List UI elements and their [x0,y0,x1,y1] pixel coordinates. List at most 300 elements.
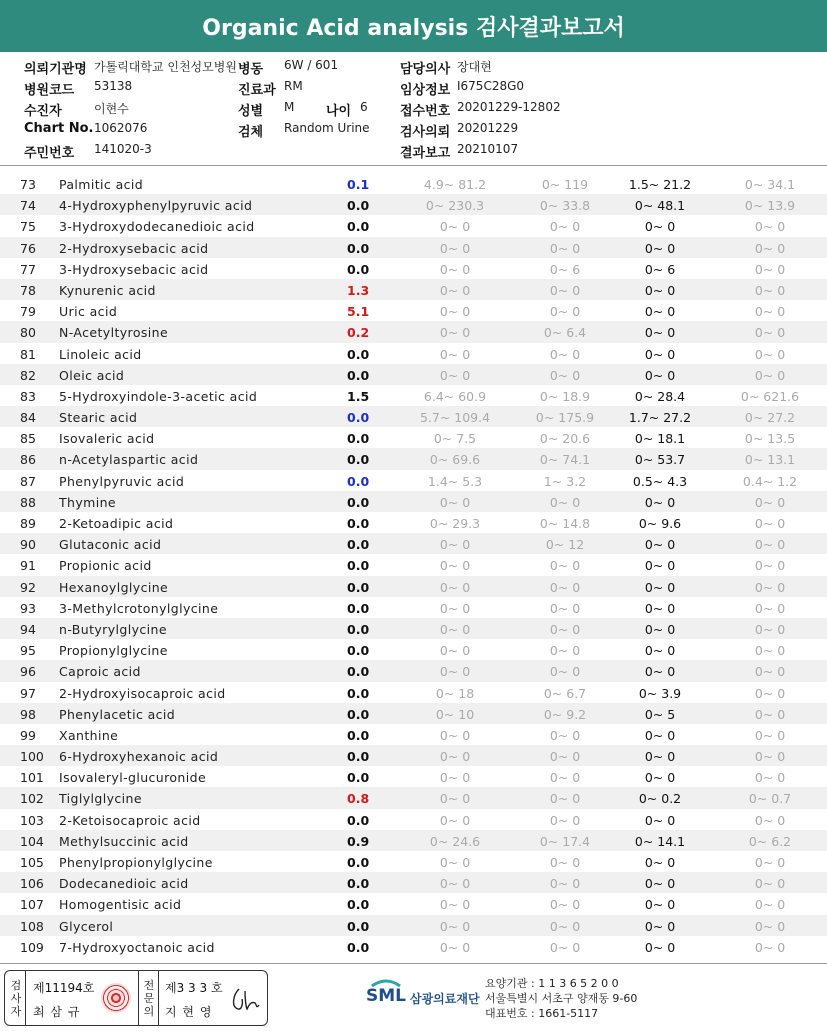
row-number: 85 [20,431,36,447]
compound-name: Phenylpyruvic acid [59,473,185,489]
row-number: 92 [20,579,36,595]
row-number: 83 [20,388,36,404]
row-number: 78 [20,282,36,298]
reference-range-3: 0~ 9.6 [638,516,682,531]
reference-range-2: 0~ 18.9 [539,388,591,404]
row-number: 104 [20,833,44,849]
reference-range-2: 0~ 0 [549,494,581,510]
reference-range-4: 0~ 0 [754,770,786,786]
value-sex: M [284,100,295,114]
table-row [0,660,827,681]
reference-range-3: 0~ 0 [644,325,676,341]
row-number: 90 [20,537,36,553]
result-value: 0.0 [347,685,370,701]
reference-range-4: 0~ 0 [754,516,786,531]
compound-name: 2-Ketoadipic acid [59,516,174,531]
value-resident-no: 141020-3 [94,142,152,156]
reference-range-1: 0~ 230.3 [425,198,485,214]
table-row [0,173,827,194]
reference-range-2: 0~ 119 [541,177,589,192]
results-table [0,173,827,957]
row-number: 76 [20,240,36,256]
reference-range-4: 0~ 0 [754,918,786,934]
table-row [0,766,827,787]
compound-name: n-Butyrylglycine [59,621,167,637]
reference-range-3: 0~ 0 [644,855,676,870]
table-row [0,597,827,618]
table-row [0,194,827,215]
reference-range-4: 0~ 0.7 [748,791,792,807]
reference-range-1: 0~ 0 [439,346,471,362]
row-number: 108 [20,918,44,934]
label-sex: 성별 [238,104,264,119]
reference-range-1: 0~ 0 [439,600,471,616]
label-institution: 의뢰기관명 [24,62,87,77]
table-row [0,703,827,724]
reference-range-3: 0~ 0 [644,579,676,595]
result-value: 0.0 [347,494,370,510]
reference-range-3: 0~ 0 [644,749,676,765]
reference-range-3: 0~ 0 [644,282,676,298]
reference-range-4: 0~ 0 [754,537,786,553]
table-row [0,385,827,406]
result-value: 0.0 [347,939,370,955]
table-row [0,237,827,258]
reference-range-3: 0~ 0 [644,727,676,743]
reference-range-1: 0~ 0 [439,240,471,256]
row-number: 88 [20,494,36,510]
reference-range-4: 0~ 0 [754,749,786,765]
result-value: 0.0 [347,770,370,786]
table-row [0,470,827,491]
result-value: 0.0 [347,537,370,553]
result-value: 1.5 [347,388,370,404]
table-row [0,215,827,236]
reference-range-2: 0~ 0 [549,346,581,362]
reference-range-1: 0~ 0 [439,282,471,298]
compound-name: Dodecanedioic acid [59,876,189,892]
reference-range-2: 0~ 0 [549,812,581,828]
compound-name: Phenylpropionylglycine [59,855,213,870]
reference-range-3: 0~ 0 [644,346,676,362]
result-value: 0.0 [347,643,370,659]
row-number: 109 [20,939,44,955]
reference-range-4: 0~ 6.2 [748,833,792,849]
reference-range-1: 0~ 0 [439,621,471,637]
value-age: 6 [360,100,368,114]
reference-range-1: 0~ 0 [439,791,471,807]
row-number: 91 [20,558,36,574]
reference-range-2: 0~ 0 [549,876,581,892]
compound-name: Xanthine [59,727,119,743]
reference-range-1: 0~ 0 [439,855,471,870]
reference-range-2: 0~ 0 [549,770,581,786]
reference-range-1: 0~ 0 [439,537,471,553]
report-footer [0,963,827,1033]
signature-box [4,970,268,1026]
value-chart-no: 1062076 [94,121,148,135]
reference-range-1: 0~ 29.3 [429,516,481,531]
reference-range-1: 0~ 0 [439,749,471,765]
reference-range-4: 0~ 0 [754,219,786,235]
examiner-license-no: 제11194호 [33,981,95,995]
reference-range-4: 0~ 13.5 [744,431,796,447]
compound-name: 3-Hydroxysebacic acid [59,261,209,277]
reference-range-4: 0~ 0 [754,812,786,828]
value-clinical-info: I675C28G0 [457,79,525,93]
reference-range-2: 0~ 0 [549,282,581,298]
compound-name: Caproic acid [59,664,141,680]
compound-name: Uric acid [59,304,118,320]
value-department: RM [284,79,303,93]
reference-range-3: 0~ 5 [644,706,676,722]
result-value: 0.0 [347,516,370,531]
row-number: 105 [20,855,44,870]
reference-range-3: 0~ 0 [644,643,676,659]
reference-range-1: 0~ 0 [439,812,471,828]
signature-icon [229,985,261,1013]
reference-range-4: 0~ 0 [754,621,786,637]
label-report-date: 결과보고 [400,146,451,161]
result-value: 0.0 [347,812,370,828]
patient-info-section [0,52,827,166]
reference-range-4: 0~ 621.6 [740,388,800,404]
result-value: 0.2 [347,325,370,341]
reference-range-3: 0~ 0 [644,939,676,955]
reference-range-3: 0~ 0 [644,304,676,320]
reference-range-4: 0~ 0 [754,282,786,298]
compound-name: Glycerol [59,918,114,934]
reference-range-2: 0~ 0 [549,749,581,765]
reference-range-4: 0~ 0 [754,876,786,892]
result-value: 0.9 [347,833,370,849]
reference-range-4: 0~ 0 [754,706,786,722]
reference-range-1: 0~ 0 [439,939,471,955]
reference-range-2: 0~ 0 [549,600,581,616]
row-number: 98 [20,706,36,722]
table-row [0,639,827,660]
reference-range-1: 0~ 0 [439,558,471,574]
reference-range-2: 0~ 6 [549,261,581,277]
reference-range-3: 0~ 0 [644,558,676,574]
reference-range-2: 0~ 0 [549,855,581,870]
reference-range-3: 0~ 3.9 [638,685,682,701]
reference-range-1: 0~ 0 [439,304,471,320]
reference-range-4: 0~ 0 [754,558,786,574]
reference-range-4: 0.4~ 1.2 [742,473,798,489]
reference-range-2: 0~ 0 [549,558,581,574]
label-ward: 병동 [238,62,264,77]
reference-range-1: 1.4~ 5.3 [427,473,483,489]
table-row [0,787,827,808]
reference-range-2: 0~ 9.2 [543,706,587,722]
label-request-date: 검사의뢰 [400,125,451,140]
reference-range-1: 0~ 0 [439,897,471,913]
examiner-name: 최 삼 규 [33,1005,81,1019]
table-row [0,809,827,830]
table-row [0,321,827,342]
logo-abbr: SML [366,986,406,1006]
reference-range-4: 0~ 13.1 [744,452,796,468]
reference-range-3: 0~ 0 [644,240,676,256]
report-title: Organic Acid analysis 검사결과보고서 [0,0,827,52]
reference-range-3: 1.5~ 21.2 [628,177,692,192]
reference-range-1: 0~ 0 [439,918,471,934]
reference-range-2: 1~ 3.2 [543,473,587,489]
result-value: 0.0 [347,558,370,574]
reference-range-2: 0~ 0 [549,304,581,320]
reference-range-4: 0~ 0 [754,855,786,870]
reference-range-3: 0~ 48.1 [634,198,686,214]
value-ward: 6W / 601 [284,58,339,72]
compound-name: 6-Hydroxyhexanoic acid [59,749,219,765]
reference-range-3: 0~ 6 [644,261,676,277]
reference-range-1: 0~ 0 [439,219,471,235]
reference-range-1: 0~ 0 [439,494,471,510]
row-number: 101 [20,770,44,786]
result-value: 0.0 [347,219,370,235]
reference-range-2: 0~ 0 [549,219,581,235]
reference-range-2: 0~ 0 [549,939,581,955]
compound-name: Tiglylglycine [59,791,142,807]
reference-range-1: 5.7~ 109.4 [419,410,491,426]
reference-range-4: 0~ 0 [754,727,786,743]
specialist-license-no: 제3 3 3 호 [165,981,223,995]
reference-range-1: 0~ 0 [439,876,471,892]
label-age: 나이 [326,104,352,119]
result-value: 0.0 [347,706,370,722]
compound-name: Isovaleryl-glucuronide [59,770,207,786]
result-value: 0.0 [347,452,370,468]
logo-name: 삼광의료재단 [410,992,480,1006]
compound-name: Propionic acid [59,558,152,574]
table-row [0,448,827,469]
reference-range-4: 0~ 0 [754,939,786,955]
table-row [0,915,827,936]
reference-range-2: 0~ 33.8 [539,198,591,214]
institution-phone: 대표번호 : 1661-5117 [485,1007,599,1020]
compound-name: Thymine [59,494,117,510]
reference-range-4: 0~ 0 [754,261,786,277]
label-specimen: 검체 [238,125,264,140]
reference-range-1: 6.4~ 60.9 [423,388,487,404]
label-doctor: 담당의사 [400,62,451,77]
reference-range-3: 0~ 0 [644,918,676,934]
result-value: 0.0 [347,897,370,913]
result-value: 0.0 [347,749,370,765]
specialist-vertical-label: 전 문 의 [143,979,155,1018]
compound-name: 3-Hydroxydodecanedioic acid [59,219,255,235]
row-number: 93 [20,600,36,616]
value-collector: 이현수 [94,102,129,116]
reference-range-4: 0~ 0 [754,367,786,383]
row-number: 79 [20,304,36,320]
reference-range-2: 0~ 0 [549,579,581,595]
table-row [0,512,827,533]
reference-range-4: 0~ 0 [754,685,786,701]
table-row [0,893,827,914]
table-row [0,427,827,448]
table-row [0,872,827,893]
compound-name: 4-Hydroxyphenylpyruvic acid [59,198,253,214]
examiner-seal-icon [101,983,131,1013]
result-value: 0.0 [347,410,370,426]
row-number: 95 [20,643,36,659]
value-report-date: 20210107 [457,142,519,156]
table-row [0,258,827,279]
label-department: 진료과 [238,83,276,98]
reference-range-2: 0~ 0 [549,621,581,637]
reference-range-2: 0~ 14.8 [539,516,591,531]
compound-name: 3-Methylcrotonylglycine [59,600,219,616]
reference-range-4: 0~ 0 [754,240,786,256]
table-row [0,554,827,575]
reference-range-3: 0~ 0 [644,537,676,553]
row-number: 80 [20,325,36,341]
reference-range-1: 0~ 18 [435,685,475,701]
reference-range-4: 0~ 0 [754,600,786,616]
compound-name: Palmitic acid [59,177,144,192]
specialist-name: 지 현 영 [165,1005,213,1019]
table-row [0,364,827,385]
reference-range-1: 0~ 0 [439,727,471,743]
compound-name: 2-Hydroxyisocaproic acid [59,685,226,701]
reference-range-2: 0~ 175.9 [535,410,595,426]
result-value: 0.0 [347,261,370,277]
reference-range-4: 0~ 0 [754,494,786,510]
compound-name: Homogentisic acid [59,897,182,913]
result-value: 0.0 [347,621,370,637]
result-value: 0.0 [347,876,370,892]
reference-range-2: 0~ 0 [549,664,581,680]
row-number: 99 [20,727,36,743]
row-number: 77 [20,261,36,277]
compound-name: n-Acetylaspartic acid [59,452,199,468]
row-number: 94 [20,621,36,637]
reference-range-4: 0~ 0 [754,897,786,913]
result-value: 0.0 [347,664,370,680]
reference-range-2: 0~ 12 [545,537,585,553]
institution-street: 서울특별시 서초구 양재동 9-60 [485,992,638,1005]
reference-range-2: 0~ 17.4 [539,833,591,849]
label-chart-no: Chart No. [24,121,94,136]
value-receipt-no: 20201229-12802 [457,100,561,114]
result-value: 0.0 [347,367,370,383]
reference-range-3: 0~ 0.2 [638,791,682,807]
table-row [0,300,827,321]
reference-range-3: 0~ 0 [644,367,676,383]
result-value: 0.0 [347,918,370,934]
row-number: 75 [20,219,36,235]
row-number: 82 [20,367,36,383]
reference-range-1: 0~ 0 [439,367,471,383]
result-value: 0.1 [347,177,370,192]
compound-name: 2-Ketoisocaproic acid [59,812,201,828]
row-number: 84 [20,410,36,426]
reference-range-4: 0~ 0 [754,304,786,320]
row-number: 107 [20,897,44,913]
compound-name: 2-Hydroxysebacic acid [59,240,209,256]
row-number: 81 [20,346,36,362]
value-institution: 가톨릭대학교 인천성모병원 [94,60,237,74]
table-row [0,851,827,872]
reference-range-4: 0~ 0 [754,325,786,341]
table-row [0,491,827,512]
label-receipt-no: 접수번호 [400,104,451,119]
reference-range-2: 0~ 20.6 [539,431,591,447]
result-value: 0.0 [347,579,370,595]
table-row [0,745,827,766]
row-number: 103 [20,812,44,828]
result-value: 0.0 [347,198,370,214]
row-number: 97 [20,685,36,701]
reference-range-3: 0~ 28.4 [634,388,686,404]
table-row [0,682,827,703]
row-number: 86 [20,452,36,468]
value-request-date: 20201229 [457,121,519,135]
institution-address [485,976,637,1021]
reference-range-2: 0~ 0 [549,367,581,383]
reference-range-4: 0~ 0 [754,346,786,362]
reference-range-4: 0~ 0 [754,579,786,595]
compound-name: Methylsuccinic acid [59,833,189,849]
reference-range-4: 0~ 13.9 [744,198,796,214]
result-value: 0.8 [347,791,370,807]
reference-range-2: 0~ 74.1 [539,452,591,468]
reference-range-2: 0~ 0 [549,918,581,934]
label-resident-no: 주민번호 [24,146,75,161]
reference-range-3: 0~ 0 [644,812,676,828]
reference-range-1: 0~ 0 [439,579,471,595]
reference-range-3: 0~ 0 [644,664,676,680]
reference-range-3: 0~ 0 [644,876,676,892]
result-value: 0.0 [347,600,370,616]
compound-name: Kynurenic acid [59,282,156,298]
reference-range-1: 0~ 10 [435,706,475,722]
table-row [0,618,827,639]
reference-range-4: 0~ 0 [754,643,786,659]
reference-range-3: 1.7~ 27.2 [628,410,692,426]
reference-range-1: 0~ 7.5 [433,431,477,447]
reference-range-1: 4.9~ 81.2 [423,177,487,192]
reference-range-1: 0~ 0 [439,664,471,680]
result-value: 0.0 [347,855,370,870]
reference-range-1: 0~ 0 [439,770,471,786]
compound-name: Glutaconic acid [59,537,162,553]
value-specimen: Random Urine [284,121,370,135]
row-number: 74 [20,198,36,214]
table-row [0,936,827,957]
row-number: 89 [20,516,36,531]
label-hospital-code: 병원코드 [24,83,75,98]
compound-name: Oleic acid [59,367,125,383]
table-row [0,343,827,364]
label-collector: 수진자 [24,104,62,119]
reference-range-2: 0~ 0 [549,791,581,807]
row-number: 87 [20,473,36,489]
reference-range-2: 0~ 6.7 [543,685,587,701]
reference-range-3: 0~ 53.7 [634,452,686,468]
reference-range-4: 0~ 27.2 [744,410,796,426]
reference-range-3: 0~ 18.1 [634,431,686,447]
reference-range-2: 0~ 0 [549,643,581,659]
result-value: 0.0 [347,240,370,256]
reference-range-3: 0~ 0 [644,770,676,786]
result-value: 0.0 [347,473,370,489]
table-row [0,724,827,745]
reference-range-4: 0~ 0 [754,664,786,680]
compound-name: Propionylglycine [59,643,168,659]
